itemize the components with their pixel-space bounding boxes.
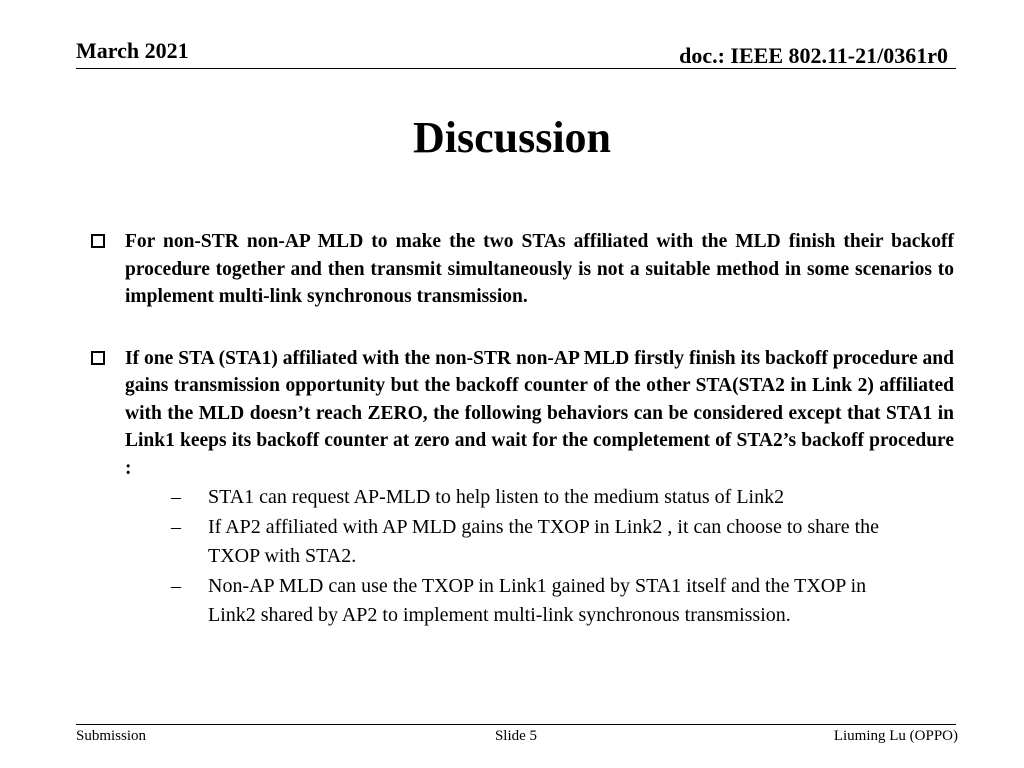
bullet-item-1 — [88, 228, 954, 311]
header-date: March 2021 — [76, 38, 189, 63]
footer-divider — [76, 724, 956, 725]
footer-submission: Submission — [76, 728, 147, 744]
sub-bullet-item-3 — [125, 572, 908, 630]
sub-bullet-text: Non-AP MLD can use the TXOP in Link1 gained by STA1 itself and the TXOP in Link2 shared by AP2 to implement multi-link synchronous transmission. — [208, 575, 867, 626]
square-bullet-icon — [91, 234, 105, 248]
slide-content — [88, 228, 954, 630]
header-doc-id: doc.: IEEE 802.11-21/0361r0 — [679, 43, 948, 68]
dash-bullet-icon: – — [171, 575, 181, 597]
sub-bullet-item-2 — [125, 513, 908, 571]
sub-bullet-text: If AP2 affiliated with AP MLD gains the TXOP in Link2 , it can choose to share the TXOP with STA2. — [208, 516, 880, 567]
sub-bullet-text: STA1 can request AP-MLD to help listen to the medium status of Link2 — [208, 486, 785, 508]
sub-bullet-item-1 — [125, 483, 908, 512]
square-bullet-icon — [91, 351, 105, 365]
dash-bullet-icon: – — [171, 486, 181, 508]
footer-slide-number: Slide 5 — [494, 728, 538, 744]
bullet-text: If one STA (STA1) affiliated with the non-STR non-AP MLD firstly finish its backoff procedure and gains transmission opportunity but the backoff counter of the other STA(STA2 in Link 2) affiliated with the MLD doesn’t reach ZERO, the following behaviors can be considered except that STA1 in Link1 keeps its backoff counter at zero and wait for the completement of STA2’s backoff procedure : — [125, 347, 954, 479]
footer-author: Liuming Lu (OPPO) — [833, 728, 958, 744]
dash-bullet-icon: – — [171, 516, 181, 538]
slide-title: Discussion — [412, 113, 612, 162]
header-divider — [76, 68, 956, 69]
sub-bullet-list — [125, 483, 954, 630]
bullet-text: For non-STR non-AP MLD to make the two STAs affiliated with the MLD finish their backoff procedure together and then transmit simultaneously is not a suitable method in some scenarios to implement multi-link synchronous transmission. — [125, 231, 954, 307]
bullet-item-2 — [88, 345, 954, 631]
